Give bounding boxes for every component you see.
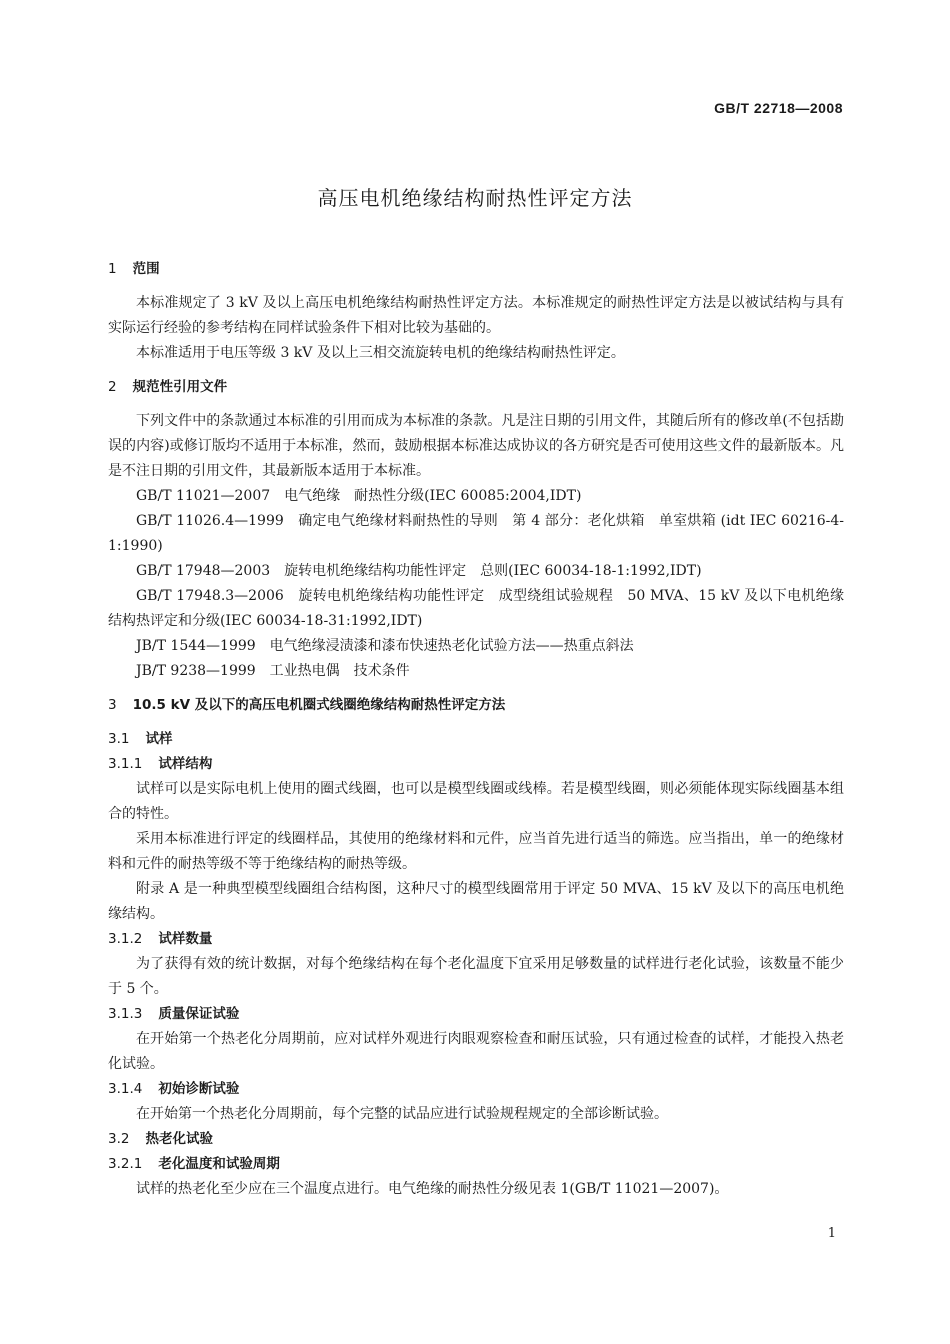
section-1-heading bbox=[108, 257, 844, 282]
reference-item: JB/T 9238—1999 工业热电偶 技术条件 bbox=[136, 663, 410, 679]
section-number: 3.1 bbox=[108, 731, 130, 747]
section-title: 试样结构 bbox=[158, 756, 213, 772]
reference-item: GB/T 11021—2007 电气绝缘 耐热性分级(IEC 60085:2004,IDT) bbox=[136, 488, 582, 504]
section-number: 3.2 bbox=[108, 1131, 130, 1147]
section-2-heading bbox=[108, 375, 844, 400]
reference-item: GB/T 17948—2003 旋转电机绝缘结构功能性评定 总则(IEC 60034-18-1:1992,IDT) bbox=[136, 563, 702, 579]
section-number: 3.1.2 bbox=[108, 931, 143, 947]
section-number: 1 bbox=[108, 261, 117, 277]
paragraph: 试样的热老化至少应在三个温度点进行。电气绝缘的耐热性分级见表 1(GB/T 11021—2007)。 bbox=[136, 1181, 729, 1197]
section-title: 老化温度和试验周期 bbox=[158, 1156, 280, 1172]
section-number: 3.2.1 bbox=[108, 1156, 143, 1172]
section-number: 3.1.3 bbox=[108, 1006, 143, 1022]
section-3-1-3-heading bbox=[108, 1002, 844, 1027]
paragraph: 试样可以是实际电机上使用的圈式线圈，也可以是模型线圈或线棒。若是模型线圈，则必须能体现实际线圈基本组合的特性。 bbox=[108, 781, 844, 822]
section-title: 范围 bbox=[132, 261, 160, 277]
document-body bbox=[108, 257, 844, 1202]
section-title: 质量保证试验 bbox=[158, 1006, 240, 1022]
section-3-1-1-heading bbox=[108, 752, 844, 777]
paragraph: 为了获得有效的统计数据，对每个绝缘结构在每个老化温度下宜采用足够数量的试样进行老化试验，该数量不能少于 5 个。 bbox=[108, 956, 844, 997]
section-3-2-1-heading bbox=[108, 1152, 844, 1177]
reference-item: GB/T 11026.4—1999 确定电气绝缘材料耐热性的导则 第 4 部分：老化烘箱 单室烘箱 (idt IEC 60216-4-1:1990) bbox=[108, 513, 844, 554]
section-3-heading bbox=[108, 693, 844, 718]
section-title: 10.5 kV 及以下的高压电机圈式线圈绝缘结构耐热性评定方法 bbox=[132, 697, 506, 713]
reference-item: JB/T 1544—1999 电气绝缘浸渍漆和漆布快速热老化试验方法——热重点斜法 bbox=[136, 638, 634, 654]
section-3-2-heading bbox=[108, 1127, 844, 1152]
standard-code: GB/T 22718—2008 bbox=[714, 100, 843, 116]
paragraph: 在开始第一个热老化分周期前，每个完整的试品应进行试验规程规定的全部诊断试验。 bbox=[136, 1106, 668, 1122]
section-title: 热老化试验 bbox=[145, 1131, 213, 1147]
paragraph: 在开始第一个热老化分周期前，应对试样外观进行肉眼观察检查和耐压试验，只有通过检查的试样，才能投入热老化试验。 bbox=[108, 1031, 844, 1072]
section-title: 初始诊断试验 bbox=[158, 1081, 240, 1097]
section-3-1-2-heading bbox=[108, 927, 844, 952]
paragraph: 下列文件中的条款通过本标准的引用而成为本标准的条款。凡是注日期的引用文件，其随后所有的修改单(不包括勘误的内容)或修订版均不适用于本标准，然而，鼓励根据本标准达成协议的各方研究是否可使用这些文件的最新版本。凡是不注日期的引用文件，其最新版本适用于本标准。 bbox=[108, 413, 844, 479]
reference-item: GB/T 17948.3—2006 旋转电机绝缘结构功能性评定 成型绕组试验规程 50 MVA、15 kV 及以下电机绝缘结构热评定和分级(IEC 60034-18-31:1992,IDT) bbox=[108, 588, 844, 629]
section-number: 3.1.1 bbox=[108, 756, 143, 772]
document-title: 高压电机绝缘结构耐热性评定方法 bbox=[317, 186, 633, 210]
paragraph: 本标准规定了 3 kV 及以上高压电机绝缘结构耐热性评定方法。本标准规定的耐热性评定方法是以被试结构与具有实际运行经验的参考结构在同样试验条件下相对比较为基础的。 bbox=[108, 295, 844, 336]
section-3-1-heading bbox=[108, 727, 844, 752]
paragraph: 采用本标准进行评定的线圈样品，其使用的绝缘材料和元件，应当首先进行适当的筛选。应当指出，单一的绝缘材料和元件的耐热等级不等于绝缘结构的耐热等级。 bbox=[108, 831, 844, 872]
section-number: 2 bbox=[108, 379, 117, 395]
section-title: 规范性引用文件 bbox=[132, 379, 228, 395]
page-number: 1 bbox=[827, 1226, 836, 1241]
section-3-1-4-heading bbox=[108, 1077, 844, 1102]
paragraph: 本标准适用于电压等级 3 kV 及以上三相交流旋转电机的绝缘结构耐热性评定。 bbox=[136, 345, 625, 361]
paragraph: 附录 A 是一种典型模型线圈组合结构图，这种尺寸的模型线圈常用于评定 50 MVA、15 kV 及以下的高压电机绝缘结构。 bbox=[108, 881, 844, 922]
section-title: 试样 bbox=[145, 731, 173, 747]
section-title: 试样数量 bbox=[158, 931, 213, 947]
section-number: 3.1.4 bbox=[108, 1081, 143, 1097]
section-number: 3 bbox=[108, 697, 117, 713]
